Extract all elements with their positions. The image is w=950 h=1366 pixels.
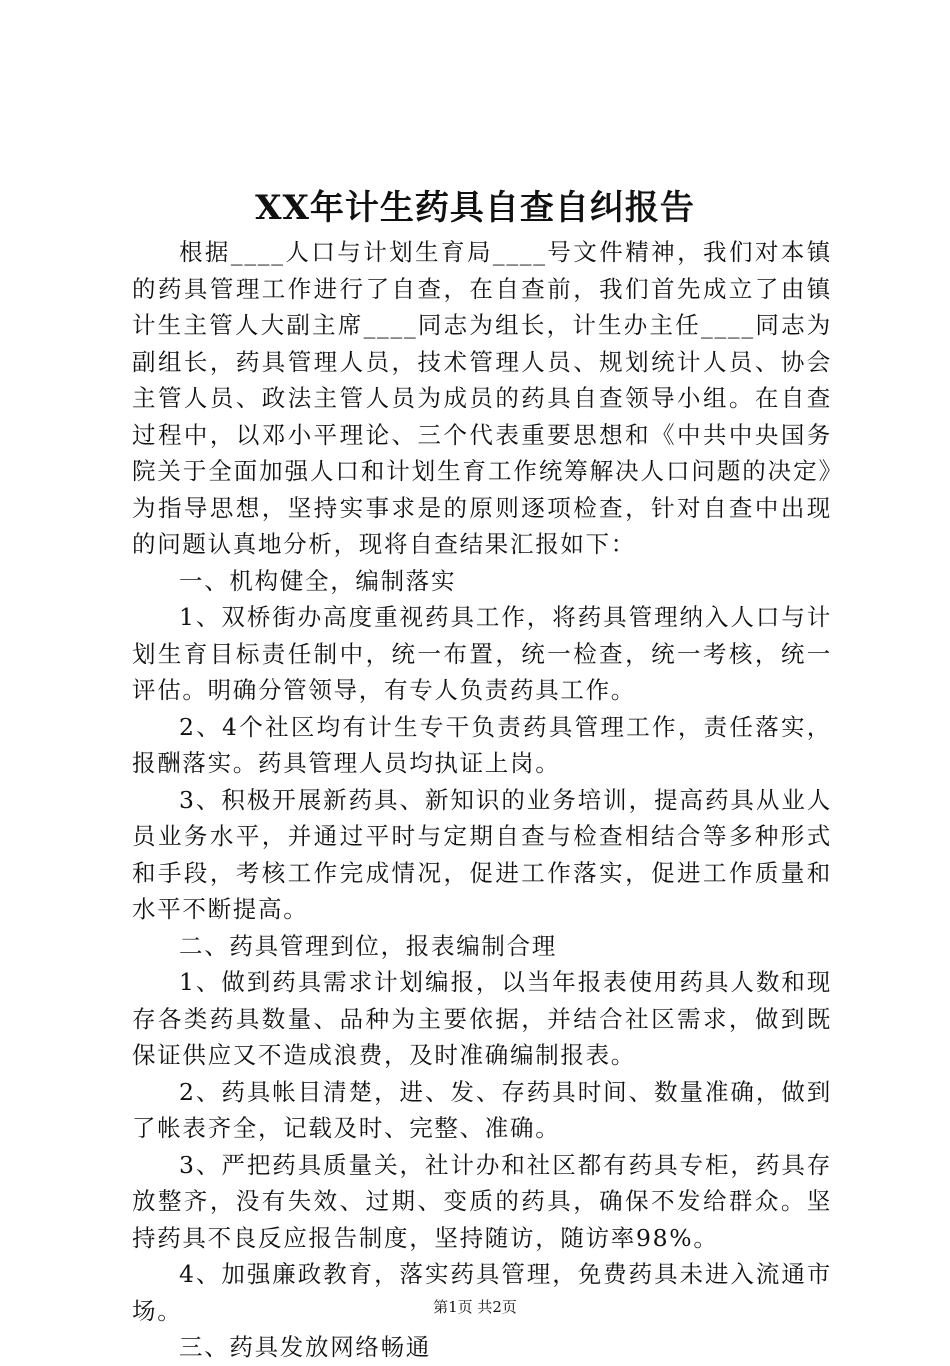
section-heading-3: 三、药具发放网络畅通 bbox=[179, 1333, 431, 1361]
paragraph-1-3: 3、积极开展新药具、新知识的业务培训，提高药具从业人员业务水平，并通过平时与定期自查与检查相结合等多种形式和手段，考核工作完成情况，促进工作落实，促进工作质量和水平不断提高。 bbox=[132, 785, 832, 923]
paragraph-2-3: 3、严把药具质量关，社计办和社区都有药具专柜，药具存放整齐，没有失效、过期、变质的药具，确保不发给群众。坚持药具不良反应报告制度，坚持随访，随访率98%。 bbox=[132, 1150, 832, 1252]
section-heading-2: 二、药具管理到位，报表编制合理 bbox=[179, 931, 557, 960]
paragraph-intro: 根据____人口与计划生育局____号文件精神，我们对本镇的药具管理工作进行了自查，在自查前，我们首先成立了由镇计生主管人大副主席____同志为组长，计生办主任____同志为副组长，药具管理人员，技术管理人员、规划统计人员、协会主管人员、政法主管人员为成员的药具自查领导小组。在自查过程中，以邓小平理论、三个代表重要思想和《中共中央国务院关于全面加强人口和计划生育工作统筹解决人口问题的决定》为指导思想，坚持实事求是的原则逐项检查，针对自查中出现的问题认真地分析，现将自查结果汇报如下： bbox=[132, 238, 832, 558]
page-footer: 第1页 共2页 bbox=[433, 1298, 517, 1316]
paragraph-1-1: 1、双桥街办高度重视药具工作，将药具管理纳入人口与计划生育目标责任制中，统一布置，统一检查，统一考核，统一评估。明确分管领导，有专人负责药具工作。 bbox=[132, 603, 832, 704]
document-body bbox=[132, 234, 832, 1366]
paragraph-2-1: 1、做到药具需求计划编报，以当年报表使用药具人数和现存各类药具数量、品种为主要依据，并结合社区需求，做到既保证供应又不造成浪费，及时准确编制报表。 bbox=[132, 968, 832, 1069]
section-heading-1: 一、机构健全，编制落实 bbox=[179, 566, 457, 595]
paragraph-2-2: 2、药具帐目清楚，进、发、存药具时间、数量准确，做到了帐表齐全，记载及时、完整、准确。 bbox=[132, 1077, 832, 1142]
page-title: XX年计生药具自查自纠报告 bbox=[255, 188, 695, 228]
paragraph-2-4: 4、加强廉政教育，落实药具管理，免费药具未进入流通市场。 bbox=[132, 1260, 832, 1325]
paragraph-1-2: 2、4个社区均有计生专干负责药具管理工作，责任落实，报酬落实。药具管理人员均执证上岗。 bbox=[132, 712, 832, 777]
